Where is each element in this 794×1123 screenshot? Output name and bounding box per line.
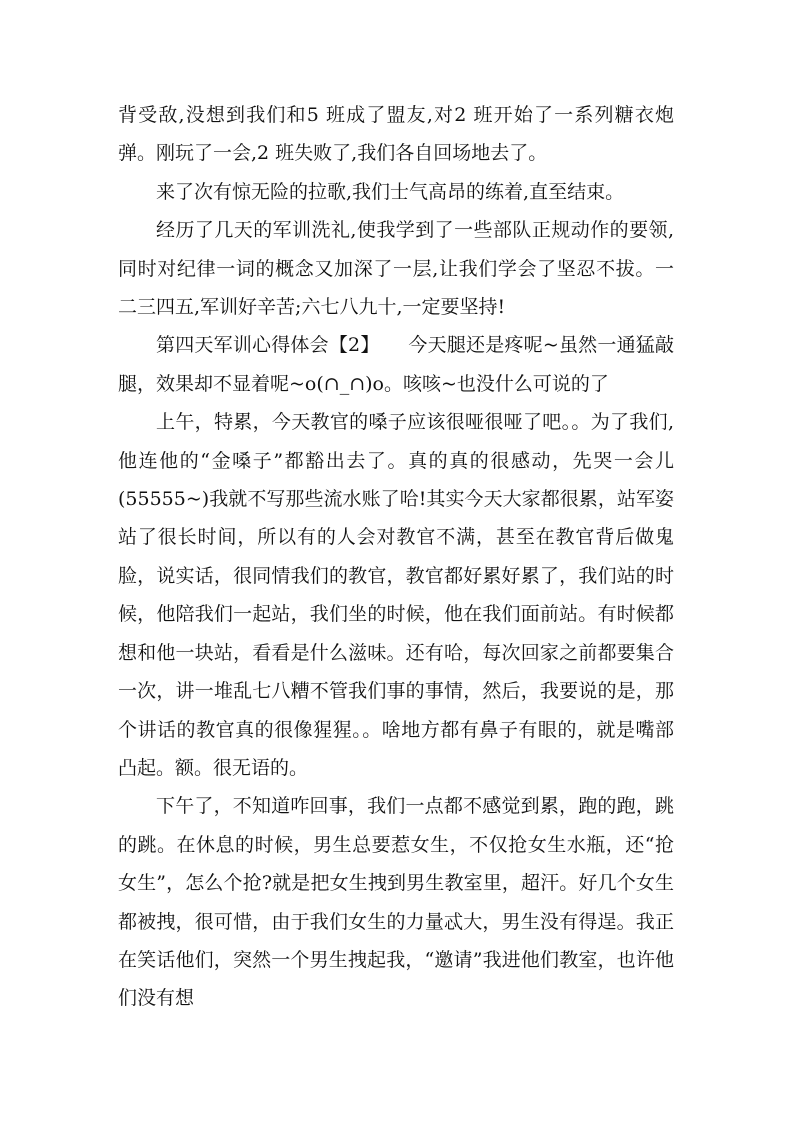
paragraph-lage: 来了次有惊无险的拉歌,我们士气高昂的练着,直至结束。	[156, 180, 625, 203]
paragraph-day4-heading: 第四天军训心得体会【2】 今天腿还是疼呢~虽然一通猛敲腿，效果却不显着呢~o(∩_∩)o。咳咳~也没什么可说的了	[118, 334, 674, 395]
document-body	[118, 96, 674, 1018]
paragraph-morning: 上午，特累，今天教官的嗓子应该很哑很哑了吧。。为了我们,他连他的“金嗓子”都豁出去了。真的真的很感动，先哭一会儿(55555~)我就不写那些流水账了哈!其实今天大家都很累，站军姿站了很长时间，所以有的人会对教官不满，甚至在教官背后做鬼脸，说实话，很同情我们的教官，教官都好累好累了，我们站的时候，他陪我们一起站，我们坐的时候，他在我们面前站。有时候都想和他一块站，看看是什么滋味。还有哈，每次回家之前都要集合一次，讲一堆乱七八糟不管我们事的事情，然后，我要说的是，那个讲话的教官真的很像猩猩。。啥地方都有鼻子有眼的，就是嘴部凸起。额。很无语的。	[118, 411, 674, 779]
paragraph-afternoon: 下午了，不知道咋回事，我们一点都不感觉到累，跑的跑，跳的跳。在休息的时候，男生总要惹女生，不仅抢女生水瓶，还“抢女生”，怎么个抢?就是把女生拽到男生教室里，超汗。好几个女生都被拽，很可惜，由于我们女生的力量忒大，男生没有得逞。我正在笑话他们，突然一个男生拽起我，“邀请”我进他们教室，也许他们没有想	[118, 795, 674, 1010]
paragraph-summary: 经历了几天的军训洗礼,使我学到了一些部队正规动作的要领,同时对纪律一词的概念又加深了一层,让我们学会了坚忍不拔。一二三四五,军训好辛苦;六七八九十,一定要坚持!	[118, 219, 674, 319]
paragraph-continuation: 背受敌,没想到我们和5 班成了盟友,对2 班开始了一系列糖衣炮弹。刚玩了一会,2 班失败了,我们各自回场地去了。	[118, 104, 674, 165]
